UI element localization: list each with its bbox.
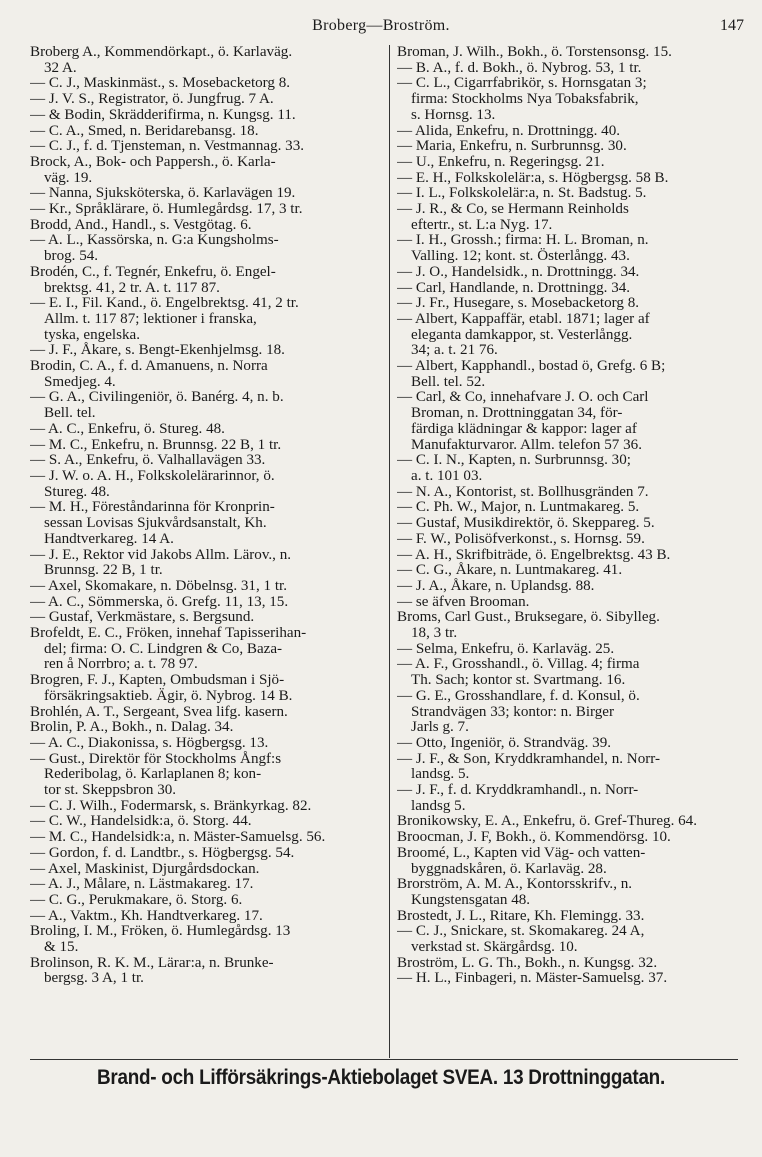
entry-continuation: väg. 19. <box>44 169 93 186</box>
entry-continuation: firma: Stockholms Nya Tobaksfabrik, <box>411 91 639 108</box>
directory-entry: — S. A., Enkefru, ö. Valhallavägen 33. <box>30 452 266 469</box>
directory-entry: — C. J., Maskinmäst., s. Mosebacketorg 8. <box>30 75 291 92</box>
directory-entry: — J. W. o. A. H., Folkskolelärarinnor, ö. <box>30 467 275 484</box>
directory-entry: Brodin, C. A., f. d. Amanuens, n. Norra <box>30 358 268 375</box>
directory-entry: — C. A., Smed, n. Beridarebansg. 18. <box>30 122 259 139</box>
directory-entry: — Maria, Enkefru, n. Surbrunnsg. 30. <box>397 138 627 155</box>
directory-entry: Broberg A., Kommendörkapt., ö. Karlaväg. <box>30 45 293 60</box>
left-column <box>30 45 386 987</box>
directory-entry: — A. C., Diakonissa, s. Högbergsg. 13. <box>30 734 269 751</box>
entry-continuation: brog. 54. <box>44 248 99 265</box>
directory-entry: Broling, I. M., Fröken, ö. Humlegårdsg. 13 <box>30 923 291 940</box>
entry-continuation: Manufakturvaror. Allm. telefon 57 36. <box>411 436 642 453</box>
entry-continuation: bergsg. 3 A, 1 tr. <box>44 970 144 987</box>
entry-continuation: Kungstensgatan 48. <box>411 891 531 908</box>
entry-continuation: ren å Norrbro; a. t. 78 97. <box>44 656 198 673</box>
directory-entry: — Kr., Språklärare, ö. Humlegårdsg. 17, 3 tr. <box>30 201 303 218</box>
directory-entry: Brodén, C., f. Tegnér, Enkefru, ö. Engel- <box>30 263 276 280</box>
advertisement-footer: Brand- och Lifförsäkrings-Aktiebolaget SVEA. 13 Drottninggatan. <box>97 1066 665 1089</box>
directory-entry: Brogren, F. J., Kapten, Ombudsman i Sjö- <box>30 672 285 689</box>
directory-entry: Brolinson, R. K. M., Lärar:a, n. Brunke- <box>30 954 274 971</box>
directory-entry: — J. E., Rektor vid Jakobs Allm. Lärov., n. <box>30 546 292 563</box>
directory-entry: — M. C., Enkefru, n. Brunnsg. 22 B, 1 tr. <box>30 436 282 453</box>
directory-entry: Bronikowsky, E. A., Enkefru, ö. Gref-Thureg. 64. <box>397 813 697 830</box>
entry-continuation: Jarls g. 7. <box>411 719 469 736</box>
directory-entry: — B. A., f. d. Bokh., ö. Nybrog. 53, 1 tr. <box>397 59 642 76</box>
directory-entry: — H. L., Finbageri, n. Mäster-Samuelsg. 37. <box>397 970 668 987</box>
entry-continuation: & 15. <box>44 939 79 956</box>
directory-entry: — A. C., Enkefru, ö. Stureg. 48. <box>30 420 225 437</box>
directory-entry: Brolin, P. A., Bokh., n. Dalag. 34. <box>30 719 234 736</box>
entry-continuation: verkstad st. Skärgårdsg. 10. <box>411 939 578 956</box>
entry-continuation: 32 A. <box>44 59 77 76</box>
directory-entry: Brofeldt, E. C., Fröken, innehaf Tapisserihan- <box>30 625 307 642</box>
entry-continuation: 18, 3 tr. <box>411 625 458 642</box>
directory-entry: Broomé, L., Kapten vid Väg- och vatten- <box>397 844 646 861</box>
entry-continuation: Th. Sach; kontor st. Svartmang. 16. <box>411 672 626 689</box>
directory-entry: Brodd, And., Handl., s. Vestgötag. 6. <box>30 216 252 233</box>
entry-continuation: färdiga klädningar & kappor: lager af <box>411 420 637 437</box>
directory-entry: — se äfven Brooman. <box>397 593 530 610</box>
directory-entry: — M. H., Föreståndarinna för Kronprin- <box>30 499 275 516</box>
entry-continuation: Smedjeg. 4. <box>44 373 116 390</box>
directory-entry: — J. A., Åkare, n. Uplandsg. 88. <box>397 577 595 594</box>
entry-continuation: Stureg. 48. <box>44 483 110 500</box>
directory-entry: — E. H., Folkskolelär:a, s. Högbergsg. 58 B. <box>397 169 669 186</box>
entry-continuation: brektsg. 41, 2 tr. A. t. 117 87. <box>44 279 220 296</box>
entry-continuation: 34; a. t. 21 76. <box>411 342 498 359</box>
directory-entry: — M. C., Handelsidk:a, n. Mäster-Samuelsg. 56. <box>30 829 326 846</box>
directory-entry: Broocman, J. F, Bokh., ö. Kommendörsg. 10. <box>397 829 671 846</box>
directory-entry: — Gustaf, Verkmästare, s. Bergsund. <box>30 609 255 626</box>
column-divider <box>389 45 390 1058</box>
directory-entry: — Axel, Skomakare, n. Döbelnsg. 31, 1 tr. <box>30 577 287 594</box>
directory-entry: — Gustaf, Musikdirektör, ö. Skeppareg. 5. <box>397 515 655 532</box>
directory-entry: — C. J. Wilh., Fodermarsk, s. Bränkyrkag. 82. <box>30 797 312 814</box>
directory-entry: — J. F., f. d. Kryddkramhandl., n. Norr- <box>397 782 639 799</box>
directory-entry: — E. I., Fil. Kand., ö. Engelbrektsg. 41, 2 tr. <box>30 295 299 312</box>
directory-entry: — G. E., Grosshandlare, f. d. Konsul, ö. <box>397 687 640 704</box>
entry-continuation: sessan Lovisas Sjukvårdsanstalt, Kh. <box>44 515 267 532</box>
right-column <box>397 45 749 987</box>
directory-entry: — Nanna, Sjuksköterska, ö. Karlavägen 19. <box>30 185 296 202</box>
directory-entry: — U., Enkefru, n. Regeringsg. 21. <box>397 153 605 170</box>
entry-continuation: s. Hornsg. 13. <box>411 106 496 123</box>
directory-entry: — Axel, Maskinist, Djurgårdsdockan. <box>30 860 260 877</box>
directory-entry: — N. A., Kontorist, st. Bollhusgränden 7. <box>397 483 649 500</box>
entry-continuation: Rederibolag, ö. Karlaplanen 8; kon- <box>44 766 262 783</box>
entry-continuation: Strandvägen 33; kontor: n. Birger <box>411 703 615 720</box>
entry-continuation: landsg 5. <box>411 797 466 814</box>
entry-continuation: Broman, n. Drottninggatan 34, för- <box>411 405 623 422</box>
directory-entry: — I. H., Grossh.; firma: H. L. Broman, n. <box>397 232 649 249</box>
page-number: 147 <box>720 17 744 34</box>
directory-entry: — C. L., Cigarrfabrikör, s. Hornsgatan 3; <box>397 75 647 92</box>
directory-entry: Brostedt, J. L., Ritare, Kh. Flemingg. 33. <box>397 907 645 924</box>
directory-entry: — A. L., Kassörska, n. G:a Kungsholms- <box>30 232 279 249</box>
directory-entry: — A. H., Skrifbiträde, ö. Engelbrektsg. 43 B. <box>397 546 671 563</box>
directory-entry: — J. V. S., Registrator, ö. Jungfrug. 7 A. <box>30 91 274 108</box>
directory-entry: Broman, J. Wilh., Bokh., ö. Torstensonsg. 15. <box>397 45 672 60</box>
entry-continuation: tyska, engelska. <box>44 326 140 343</box>
directory-entry: — Gust., Direktör för Stockholms Ångf:s <box>30 750 282 767</box>
directory-entry: — C. G., Åkare, n. Luntmakareg. 41. <box>397 562 623 579</box>
directory-entry: — Carl, Handlande, n. Drottningg. 34. <box>397 279 631 296</box>
directory-entry: — A. C., Sömmerska, ö. Grefg. 11, 13, 15. <box>30 593 289 610</box>
entry-continuation: Handtverkareg. 14 A. <box>44 530 174 547</box>
entry-continuation: byggnadskåren, ö. Karlaväg. 28. <box>411 860 607 877</box>
entry-continuation: tor st. Skeppsbron 30. <box>44 782 177 799</box>
entry-continuation: landsg. 5. <box>411 766 470 783</box>
directory-entry: — G. A., Civilingeniör, ö. Banérg. 4, n. b. <box>30 389 284 406</box>
directory-entry: Broms, Carl Gust., Bruksegare, ö. Sibylleg. <box>397 609 660 626</box>
directory-entry: — J. Fr., Husegare, s. Mosebacketorg 8. <box>397 295 640 312</box>
directory-entry: — & Bodin, Skrädderifirma, n. Kungsg. 11. <box>30 106 296 123</box>
running-head: Broberg—Broström. <box>312 17 450 34</box>
page-header <box>0 17 762 39</box>
entry-continuation: Valling. 12; kont. st. Österlångg. 43. <box>411 248 630 265</box>
entry-continuation: a. t. 101 03. <box>411 467 483 484</box>
directory-entry: — A., Vaktm., Kh. Handtverkareg. 17. <box>30 907 263 924</box>
directory-entry: — C. W., Handelsidk:a, ö. Storg. 44. <box>30 813 252 830</box>
footer-rule <box>30 1059 738 1060</box>
entry-continuation: eftertr., st. L:a Nyg. 17. <box>411 216 553 233</box>
directory-entry: — F. W., Polisöfverkonst., s. Hornsg. 59. <box>397 530 645 547</box>
entry-continuation: Bell. tel. <box>44 405 96 422</box>
directory-entry: — C. J., f. d. Tjensteman, n. Vestmannag. 33. <box>30 138 305 155</box>
entry-continuation: Brunnsg. 22 B, 1 tr. <box>44 562 163 579</box>
directory-entry: — A. J., Målare, n. Lästmakareg. 17. <box>30 876 254 893</box>
directory-entry: — C. G., Perukmakare, ö. Storg. 6. <box>30 891 243 908</box>
directory-entry: — J. F., Åkare, s. Bengt-Ekenhjelmsg. 18. <box>30 342 285 359</box>
directory-entry: Broström, L. G. Th., Bokh., n. Kungsg. 32. <box>397 954 658 971</box>
entry-continuation: Allm. t. 117 87; lektioner i franska, <box>44 310 257 327</box>
directory-entry: — J. F., & Son, Kryddkramhandel, n. Norr- <box>397 750 661 767</box>
directory-entry: — J. R., & Co, se Hermann Reinholds <box>397 201 629 218</box>
directory-entry: — Gordon, f. d. Landtbr., s. Högbergsg. 54. <box>30 844 295 861</box>
entry-continuation: del; firma: O. C. Lindgren & Co, Baza- <box>44 640 283 657</box>
directory-entry: — C. I. N., Kapten, n. Surbrunnsg. 30; <box>397 452 631 469</box>
directory-entry: — C. J., Snickare, st. Skomakareg. 24 A, <box>397 923 645 940</box>
directory-entry: — Carl, & Co, innehafvare J. O. och Carl <box>397 389 649 406</box>
directory-entry: Brorström, A. M. A., Kontorsskrifv., n. <box>397 876 633 893</box>
directory-entry: — C. Ph. W., Major, n. Luntmakareg. 5. <box>397 499 640 516</box>
directory-entry: — J. O., Handelsidk., n. Drottningg. 34. <box>397 263 640 280</box>
entry-continuation: Bell. tel. 52. <box>411 373 486 390</box>
directory-entry: — Otto, Ingeniör, ö. Strandväg. 39. <box>397 734 612 751</box>
entry-continuation: försäkringsaktieb. Ägir, ö. Nybrog. 14 B. <box>44 687 293 704</box>
entry-continuation: eleganta damkappor, st. Vesterlångg. <box>411 326 633 343</box>
directory-entry: — A. F., Grosshandl., ö. Villag. 4; firma <box>397 656 640 673</box>
directory-entry: — Alida, Enkefru, n. Drottningg. 40. <box>397 122 621 139</box>
directory-entry: — Albert, Kapphandl., bostad ö, Grefg. 6 B; <box>397 358 666 375</box>
directory-entry: — I. L., Folkskolelär:a, n. St. Badstug. 5. <box>397 185 647 202</box>
directory-entry: Brohlén, A. T., Sergeant, Svea lifg. kasern. <box>30 703 288 720</box>
directory-entry: Brock, A., Bok- och Pappersh., ö. Karla- <box>30 153 276 170</box>
directory-entry: — Selma, Enkefru, ö. Karlaväg. 25. <box>397 640 615 657</box>
directory-entry: — Albert, Kappaffär, etabl. 1871; lager af <box>397 310 650 327</box>
